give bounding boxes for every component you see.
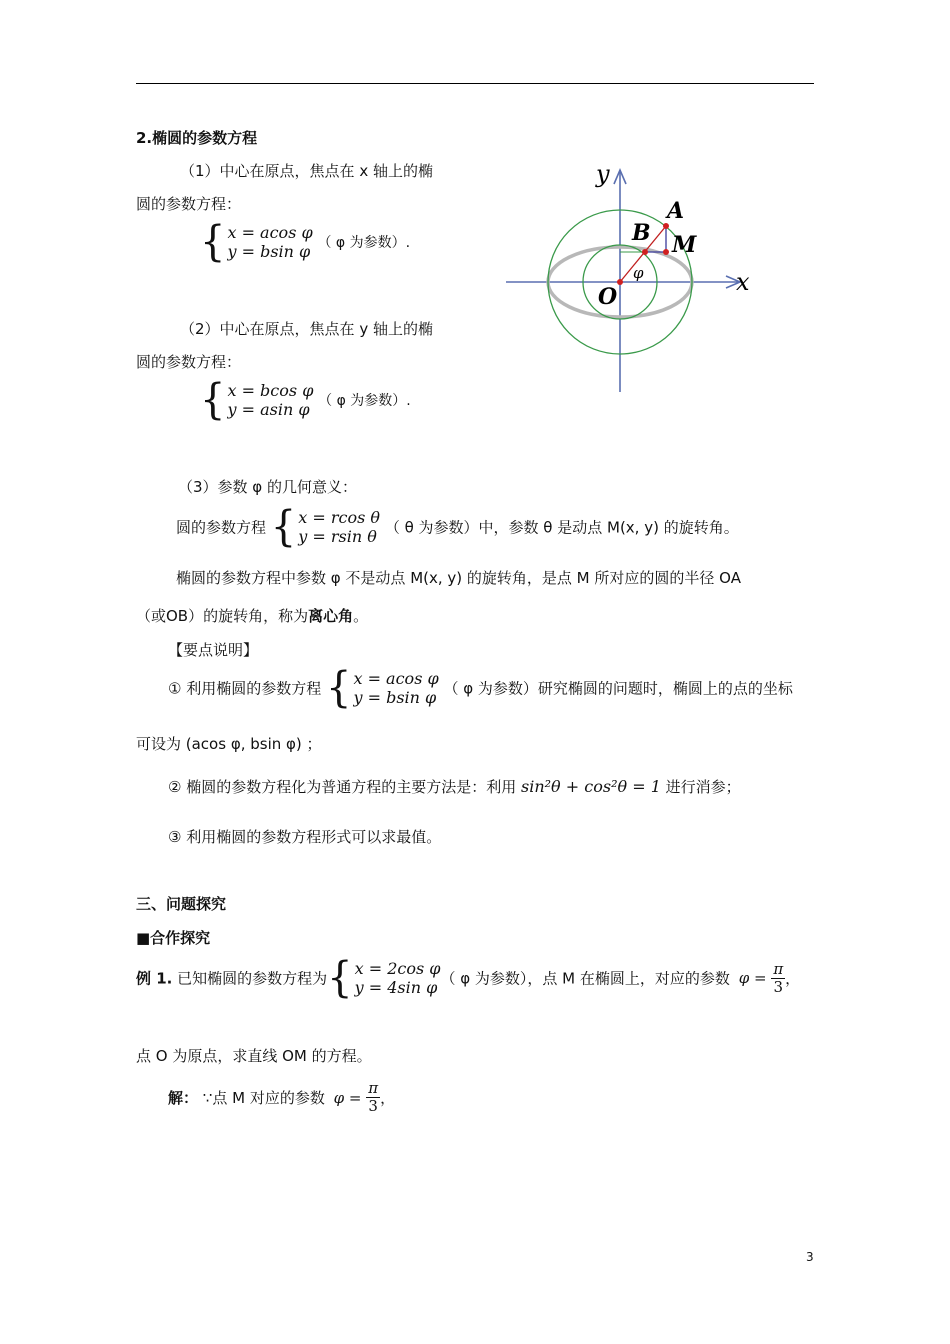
label-m: M	[672, 232, 697, 258]
brace-icon: {	[326, 663, 352, 713]
example1-frac-den: 3	[773, 977, 784, 996]
point-b	[642, 249, 648, 255]
item3-ellipse-line2-post: 。	[353, 607, 369, 625]
solution-fraction	[366, 1080, 380, 1115]
item1-line1: （1）中心在原点，焦点在 x 轴上的椭	[180, 162, 433, 180]
item2-note: （ φ 为参数）.	[318, 393, 411, 409]
header-rule	[136, 83, 814, 84]
example1-frac-num: π	[773, 959, 784, 978]
example1-middle: （ φ 为参数），点 M 在椭圆上，对应的参数	[440, 969, 730, 988]
keypoint-1-line2: 可设为 (acos φ, bsin φ) ；	[136, 735, 322, 753]
solution-text: ∵点 M 对应的参数	[202, 1089, 325, 1107]
label-o: O	[598, 284, 618, 310]
eccentric-angle-term: 离心角	[308, 607, 354, 625]
item3-circle-eq-y: y = rsin θ	[298, 527, 377, 546]
keypoint-1	[168, 663, 793, 713]
point-o	[617, 279, 623, 285]
item3-circle-line	[176, 502, 739, 552]
item3-ellipse-line2-pre: （或OB）的旋转角，称为	[136, 607, 309, 625]
keypoint-2-prefix: ② 椭圆的参数方程化为普通方程的主要方法是：利用	[168, 778, 517, 796]
item3-title: （3）参数 φ 的几何意义：	[178, 478, 357, 496]
item1-line2: 圆的参数方程：	[136, 195, 242, 213]
example1-eq-y: y = 4sin φ	[354, 978, 438, 997]
example1-phi-eq: φ =	[738, 969, 767, 987]
example1-fraction	[771, 961, 785, 996]
example1-label: 例 1.	[136, 969, 173, 988]
part3-title: 三、问题探究	[136, 895, 227, 913]
point-m	[663, 249, 669, 255]
item2-eq-x: x = bcos φ	[227, 381, 314, 400]
item3-ellipse-line2	[136, 605, 368, 626]
item3-circle-eq-x: x = rcos θ	[298, 508, 381, 527]
brace-icon: {	[327, 953, 353, 1003]
solution-frac-num: π	[368, 1079, 379, 1097]
example1-line1	[136, 953, 801, 1003]
solution-line	[168, 1080, 395, 1115]
item1-eq-y: y = bsin φ	[227, 242, 311, 261]
example1-eq-x: x = 2cos φ	[354, 959, 441, 978]
keypoint-2-suffix: 进行消参；	[665, 778, 741, 796]
keypoint-1-prefix: ① 利用椭圆的参数方程	[168, 679, 322, 698]
solution-label: 解：	[168, 1089, 199, 1107]
example1-prefix: 已知椭圆的参数方程为	[177, 969, 328, 988]
keypoint-1-eq-y: y = bsin φ	[353, 688, 437, 707]
label-b: B	[632, 220, 651, 246]
item3-circle-suffix: （ θ 为参数）中，参数 θ 是动点 M(x, y) 的旋转角。	[384, 518, 739, 537]
solution-end: ，	[380, 1089, 396, 1107]
item1-system	[200, 217, 411, 267]
item2-line2: 圆的参数方程：	[136, 353, 242, 371]
page-number: 3	[806, 1250, 814, 1264]
item3-ellipse-line1: 椭圆的参数方程中参数 φ 不是动点 M(x, y) 的旋转角，是点 M 所对应的圆的半径 OA	[176, 569, 741, 587]
item2-eq-y: y = asin φ	[227, 400, 310, 419]
item1-note: （ φ 为参数）.	[317, 235, 411, 251]
keypoint-3: ③ 利用椭圆的参数方程形式可以求最值。	[168, 828, 442, 846]
solution-frac-den: 3	[368, 1097, 378, 1115]
item1-eq-x: x = acos φ	[227, 223, 313, 242]
item2-system	[200, 375, 411, 425]
brace-icon: {	[200, 375, 226, 425]
example1-end: ，	[785, 969, 801, 988]
keypoint-1-suffix: （ φ 为参数）研究椭圆的问题时，椭圆上的点的坐标	[443, 679, 793, 698]
brace-icon: {	[270, 502, 297, 552]
coop-title: ■合作探究	[136, 929, 211, 947]
ellipse-figure	[500, 152, 762, 398]
label-phi: φ	[633, 264, 644, 282]
label-a: A	[667, 198, 685, 224]
section-title: 2.椭圆的参数方程	[136, 129, 258, 147]
item2-line1: （2）中心在原点，焦点在 y 轴上的椭	[180, 320, 433, 338]
keypoints-title: 【要点说明】	[168, 641, 259, 659]
label-x: x	[736, 268, 750, 296]
example1-line2: 点 O 为原点，求直线 OM 的方程。	[136, 1047, 372, 1065]
solution-phi-eq: φ =	[333, 1088, 362, 1107]
keypoint-2-formula: sin²θ + cos²θ = 1	[521, 777, 661, 796]
item3-circle-prefix: 圆的参数方程	[176, 518, 267, 537]
keypoint-2	[168, 776, 741, 797]
keypoint-1-eq-x: x = acos φ	[353, 669, 439, 688]
label-y: y	[596, 160, 610, 188]
brace-icon: {	[200, 217, 226, 267]
